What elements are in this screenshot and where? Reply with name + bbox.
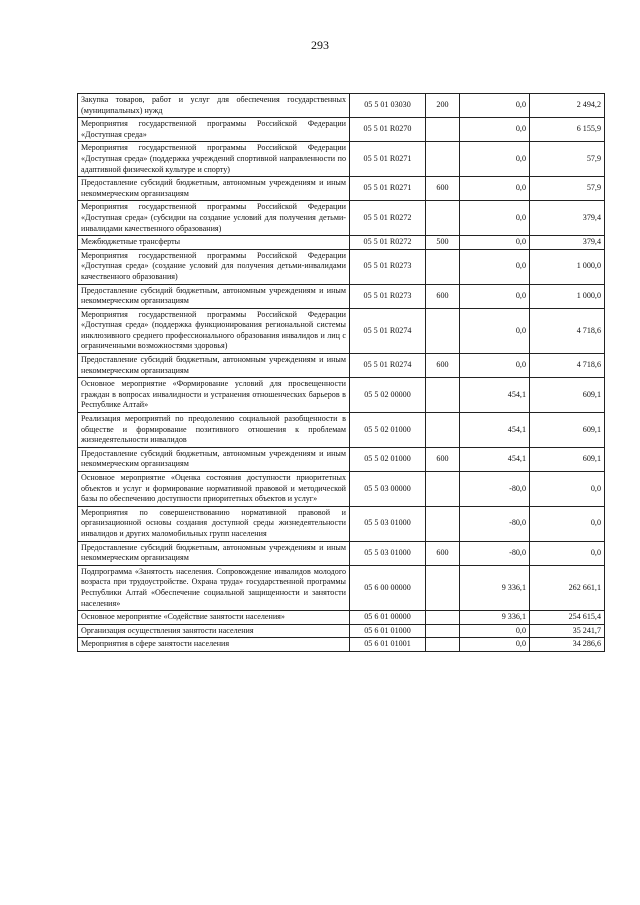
expense-name-cell: Мероприятия государственной программы Российской Федерации «Доступная среда» (субсидии на создание условий для получения детьми-инвалидами качественного образования) bbox=[78, 201, 350, 236]
target-article-code-cell: 05 5 03 01000 bbox=[350, 541, 426, 565]
change-amount-cell: 0,0 bbox=[460, 142, 530, 177]
expense-name-cell: Мероприятия государственной программы Российской Федерации «Доступная среда» (создание условий для получения детьми-инвалидами качественного образования) bbox=[78, 249, 350, 284]
change-amount-cell: 0,0 bbox=[460, 624, 530, 638]
budget-table-body bbox=[78, 94, 605, 652]
expense-type-cell bbox=[426, 201, 460, 236]
table-row bbox=[78, 638, 605, 652]
target-article-code-cell: 05 5 01 R0270 bbox=[350, 118, 426, 142]
expense-name-cell: Межбюджетные трансферты bbox=[78, 236, 350, 250]
expense-name-cell: Предоставление субсидий бюджетным, автономным учреждениям и иным некоммерческим организациям bbox=[78, 354, 350, 378]
expense-name-cell: Предоставление субсидий бюджетным, автономным учреждениям и иным некоммерческим организациям bbox=[78, 447, 350, 471]
expense-type-cell bbox=[426, 142, 460, 177]
total-amount-cell: 4 718,6 bbox=[530, 354, 605, 378]
target-article-code-cell: 05 5 01 R0271 bbox=[350, 142, 426, 177]
expense-type-cell bbox=[426, 249, 460, 284]
expense-type-cell bbox=[426, 611, 460, 625]
budget-table bbox=[77, 93, 605, 652]
expense-type-cell bbox=[426, 413, 460, 448]
change-amount-cell: -80,0 bbox=[460, 472, 530, 507]
expense-type-cell bbox=[426, 308, 460, 353]
table-row bbox=[78, 472, 605, 507]
change-amount-cell: 0,0 bbox=[460, 201, 530, 236]
change-amount-cell: 0,0 bbox=[460, 638, 530, 652]
change-amount-cell: 0,0 bbox=[460, 308, 530, 353]
table-row bbox=[78, 142, 605, 177]
expense-type-cell bbox=[426, 118, 460, 142]
change-amount-cell: 9 336,1 bbox=[460, 611, 530, 625]
change-amount-cell: 0,0 bbox=[460, 284, 530, 308]
total-amount-cell: 35 241,7 bbox=[530, 624, 605, 638]
expense-name-cell: Мероприятия по совершенствованию нормативной правовой и организационной основы создания доступной среды жизнедеятельности инвалидов и других маломобильных групп населения bbox=[78, 506, 350, 541]
target-article-code-cell: 05 6 01 00000 bbox=[350, 611, 426, 625]
change-amount-cell: 0,0 bbox=[460, 249, 530, 284]
total-amount-cell: 0,0 bbox=[530, 541, 605, 565]
expense-type-cell bbox=[426, 472, 460, 507]
total-amount-cell: 1 000,0 bbox=[530, 284, 605, 308]
target-article-code-cell: 05 5 02 01000 bbox=[350, 447, 426, 471]
table-row bbox=[78, 624, 605, 638]
expense-type-cell: 200 bbox=[426, 94, 460, 118]
expense-type-cell bbox=[426, 565, 460, 610]
expense-name-cell: Основное мероприятие «Формирование условий для просвещенности граждан в вопросах инвалидности и устранения отношенческих барьеров в Республике Алтай» bbox=[78, 378, 350, 413]
expense-name-cell: Мероприятия государственной программы Российской Федерации «Доступная среда» bbox=[78, 118, 350, 142]
expense-type-cell: 600 bbox=[426, 284, 460, 308]
total-amount-cell: 34 286,6 bbox=[530, 638, 605, 652]
page-number: 293 bbox=[311, 38, 329, 52]
expense-name-cell: Мероприятия в сфере занятости населения bbox=[78, 638, 350, 652]
total-amount-cell: 6 155,9 bbox=[530, 118, 605, 142]
expense-name-cell: Предоставление субсидий бюджетным, автономным учреждениям и иным некоммерческим организациям bbox=[78, 284, 350, 308]
total-amount-cell: 379,4 bbox=[530, 201, 605, 236]
total-amount-cell: 609,1 bbox=[530, 413, 605, 448]
target-article-code-cell: 05 5 01 R0273 bbox=[350, 284, 426, 308]
table-row bbox=[78, 565, 605, 610]
target-article-code-cell: 05 5 02 00000 bbox=[350, 378, 426, 413]
total-amount-cell: 0,0 bbox=[530, 506, 605, 541]
target-article-code-cell: 05 5 01 R0271 bbox=[350, 177, 426, 201]
change-amount-cell: 0,0 bbox=[460, 118, 530, 142]
change-amount-cell: 454,1 bbox=[460, 447, 530, 471]
target-article-code-cell: 05 5 03 00000 bbox=[350, 472, 426, 507]
table-row bbox=[78, 284, 605, 308]
table-row bbox=[78, 94, 605, 118]
table-row bbox=[78, 177, 605, 201]
change-amount-cell: 454,1 bbox=[460, 378, 530, 413]
total-amount-cell: 254 615,4 bbox=[530, 611, 605, 625]
table-row bbox=[78, 354, 605, 378]
target-article-code-cell: 05 6 00 00000 bbox=[350, 565, 426, 610]
expense-type-cell: 600 bbox=[426, 541, 460, 565]
table-row bbox=[78, 378, 605, 413]
expense-type-cell bbox=[426, 638, 460, 652]
total-amount-cell: 2 494,2 bbox=[530, 94, 605, 118]
change-amount-cell: 0,0 bbox=[460, 177, 530, 201]
total-amount-cell: 609,1 bbox=[530, 378, 605, 413]
total-amount-cell: 262 661,1 bbox=[530, 565, 605, 610]
expense-name-cell: Предоставление субсидий бюджетным, автономным учреждениям и иным некоммерческим организациям bbox=[78, 177, 350, 201]
expense-name-cell: Мероприятия государственной программы Российской Федерации «Доступная среда» (поддержка функционирования региональной системы инклюзивного среднего профессионального образования инвалидов и лиц с ограниченными возможностями здоровья) bbox=[78, 308, 350, 353]
table-row bbox=[78, 308, 605, 353]
expense-name-cell: Основное мероприятие «Оценка состояния доступности приоритетных объектов и услуг и формирование нормативной правовой и методической базы по обеспечению доступности приоритетных объектов и услуг» bbox=[78, 472, 350, 507]
table-row bbox=[78, 118, 605, 142]
expense-name-cell: Реализация мероприятий по преодолению социальной разобщенности в обществе и формирование позитивного отношения к проблемам жизнедеятельности инвалидов bbox=[78, 413, 350, 448]
total-amount-cell: 379,4 bbox=[530, 236, 605, 250]
expense-type-cell: 600 bbox=[426, 177, 460, 201]
change-amount-cell: 0,0 bbox=[460, 236, 530, 250]
change-amount-cell: -80,0 bbox=[460, 541, 530, 565]
total-amount-cell: 57,9 bbox=[530, 142, 605, 177]
table-row bbox=[78, 201, 605, 236]
expense-name-cell: Предоставление субсидий бюджетным, автономным учреждениям и иным некоммерческим организациям bbox=[78, 541, 350, 565]
table-row bbox=[78, 447, 605, 471]
expense-type-cell bbox=[426, 506, 460, 541]
table-row bbox=[78, 236, 605, 250]
table-row bbox=[78, 506, 605, 541]
table-row bbox=[78, 611, 605, 625]
table-row bbox=[78, 541, 605, 565]
table-row bbox=[78, 413, 605, 448]
total-amount-cell: 1 000,0 bbox=[530, 249, 605, 284]
total-amount-cell: 609,1 bbox=[530, 447, 605, 471]
target-article-code-cell: 05 6 01 01000 bbox=[350, 624, 426, 638]
change-amount-cell: -80,0 bbox=[460, 506, 530, 541]
target-article-code-cell: 05 6 01 01001 bbox=[350, 638, 426, 652]
expense-type-cell bbox=[426, 624, 460, 638]
total-amount-cell: 4 718,6 bbox=[530, 308, 605, 353]
expense-type-cell: 600 bbox=[426, 354, 460, 378]
expense-name-cell: Подпрограмма «Занятость населения. Сопровождение инвалидов молодого возраста при трудоустройстве. Охрана труда» государственной программы Республики Алтай «Обеспечение социальной защищенности и занятости населения» bbox=[78, 565, 350, 610]
expense-type-cell: 600 bbox=[426, 447, 460, 471]
change-amount-cell: 0,0 bbox=[460, 354, 530, 378]
total-amount-cell: 57,9 bbox=[530, 177, 605, 201]
table-row bbox=[78, 249, 605, 284]
expense-name-cell: Основное мероприятие «Содействие занятости населения» bbox=[78, 611, 350, 625]
change-amount-cell: 454,1 bbox=[460, 413, 530, 448]
target-article-code-cell: 05 5 01 03030 bbox=[350, 94, 426, 118]
target-article-code-cell: 05 5 02 01000 bbox=[350, 413, 426, 448]
target-article-code-cell: 05 5 01 R0272 bbox=[350, 201, 426, 236]
target-article-code-cell: 05 5 01 R0274 bbox=[350, 308, 426, 353]
expense-type-cell: 500 bbox=[426, 236, 460, 250]
change-amount-cell: 9 336,1 bbox=[460, 565, 530, 610]
change-amount-cell: 0,0 bbox=[460, 94, 530, 118]
expense-name-cell: Мероприятия государственной программы Российской Федерации «Доступная среда» (поддержка учреждений спортивной направленности по адаптивной физической культуре и спорту) bbox=[78, 142, 350, 177]
target-article-code-cell: 05 5 03 01000 bbox=[350, 506, 426, 541]
expense-name-cell: Организация осуществления занятости населения bbox=[78, 624, 350, 638]
target-article-code-cell: 05 5 01 R0273 bbox=[350, 249, 426, 284]
target-article-code-cell: 05 5 01 R0272 bbox=[350, 236, 426, 250]
expense-name-cell: Закупка товаров, работ и услуг для обеспечения государственных (муниципальных) нужд bbox=[78, 94, 350, 118]
expense-type-cell bbox=[426, 378, 460, 413]
target-article-code-cell: 05 5 01 R0274 bbox=[350, 354, 426, 378]
total-amount-cell: 0,0 bbox=[530, 472, 605, 507]
